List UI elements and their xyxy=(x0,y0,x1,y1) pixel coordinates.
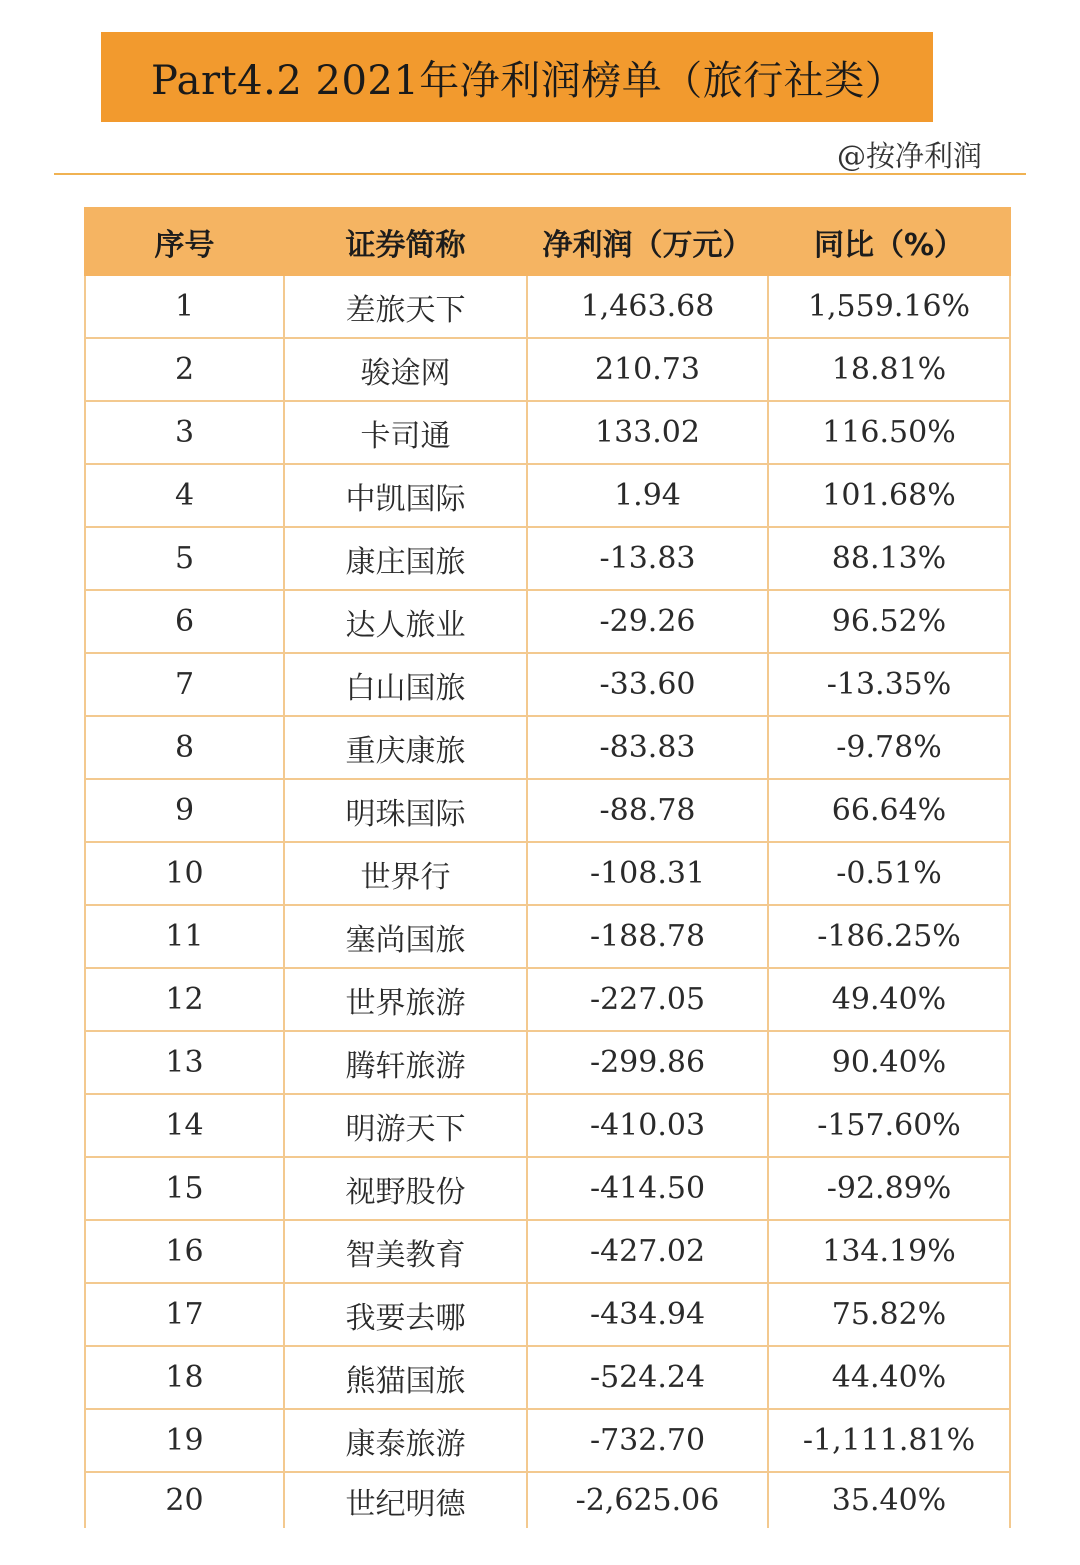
name-cell: 差旅天下 xyxy=(284,275,527,338)
table-row xyxy=(85,1346,1010,1409)
rank-cell: 15 xyxy=(85,1157,284,1220)
rank-cell: 7 xyxy=(85,653,284,716)
rank-cell: 4 xyxy=(85,464,284,527)
yoy-cell: -13.35% xyxy=(768,653,1010,716)
column-header-net-profit: 净利润（万元） xyxy=(527,208,768,275)
net-profit-cell: -29.26 xyxy=(527,590,768,653)
yoy-cell: 116.50% xyxy=(768,401,1010,464)
name-cell: 卡司通 xyxy=(284,401,527,464)
rank-cell: 3 xyxy=(85,401,284,464)
name-cell: 塞尚国旅 xyxy=(284,905,527,968)
title-banner xyxy=(101,32,933,122)
yoy-cell: -9.78% xyxy=(768,716,1010,779)
net-profit-cell: -83.83 xyxy=(527,716,768,779)
name-cell: 白山国旅 xyxy=(284,653,527,716)
table-row xyxy=(85,338,1010,401)
table-row xyxy=(85,275,1010,338)
net-profit-cell: -33.60 xyxy=(527,653,768,716)
name-cell: 世界行 xyxy=(284,842,527,905)
net-profit-cell: -434.94 xyxy=(527,1283,768,1346)
name-cell: 视野股份 xyxy=(284,1157,527,1220)
name-cell: 明游天下 xyxy=(284,1094,527,1157)
net-profit-cell: -299.86 xyxy=(527,1031,768,1094)
name-cell: 我要去哪 xyxy=(284,1283,527,1346)
rank-cell: 20 xyxy=(85,1472,284,1528)
page-title: Part4.2 2021年净利润榜单（旅行社类） xyxy=(151,57,906,104)
net-profit-cell: -427.02 xyxy=(527,1220,768,1283)
net-profit-cell: -732.70 xyxy=(527,1409,768,1472)
rank-cell: 6 xyxy=(85,590,284,653)
yoy-cell: 49.40% xyxy=(768,968,1010,1031)
yoy-cell: -186.25% xyxy=(768,905,1010,968)
name-cell: 中凯国际 xyxy=(284,464,527,527)
yoy-cell: -0.51% xyxy=(768,842,1010,905)
rank-cell: 18 xyxy=(85,1346,284,1409)
net-profit-cell: -227.05 xyxy=(527,968,768,1031)
name-cell: 重庆康旅 xyxy=(284,716,527,779)
rank-cell: 17 xyxy=(85,1283,284,1346)
rank-cell: 9 xyxy=(85,779,284,842)
table-header xyxy=(85,208,1010,275)
column-header-name: 证券简称 xyxy=(284,208,527,275)
table-row xyxy=(85,1472,1010,1528)
table-row xyxy=(85,1283,1010,1346)
yoy-cell: -92.89% xyxy=(768,1157,1010,1220)
rank-cell: 8 xyxy=(85,716,284,779)
sort-note: @按净利润 xyxy=(836,139,982,173)
net-profit-cell: -108.31 xyxy=(527,842,768,905)
name-cell: 康泰旅游 xyxy=(284,1409,527,1472)
rank-cell: 11 xyxy=(85,905,284,968)
yoy-cell: 96.52% xyxy=(768,590,1010,653)
table-row xyxy=(85,590,1010,653)
yoy-cell: 1,559.16% xyxy=(768,275,1010,338)
rank-cell: 10 xyxy=(85,842,284,905)
table-row xyxy=(85,527,1010,590)
table-row xyxy=(85,1094,1010,1157)
table-row xyxy=(85,653,1010,716)
net-profit-cell: -410.03 xyxy=(527,1094,768,1157)
yoy-cell: 35.40% xyxy=(768,1472,1010,1528)
table-row xyxy=(85,401,1010,464)
yoy-cell: 44.40% xyxy=(768,1346,1010,1409)
yoy-cell: 18.81% xyxy=(768,338,1010,401)
table-row xyxy=(85,779,1010,842)
net-profit-cell: -524.24 xyxy=(527,1346,768,1409)
table-row xyxy=(85,716,1010,779)
net-profit-cell: 1,463.68 xyxy=(527,275,768,338)
table-row xyxy=(85,464,1010,527)
table-body xyxy=(85,275,1010,1528)
net-profit-cell: -88.78 xyxy=(527,779,768,842)
yoy-cell: 88.13% xyxy=(768,527,1010,590)
name-cell: 康庄国旅 xyxy=(284,527,527,590)
table-row xyxy=(85,1157,1010,1220)
rank-cell: 14 xyxy=(85,1094,284,1157)
rank-cell: 1 xyxy=(85,275,284,338)
name-cell: 明珠国际 xyxy=(284,779,527,842)
net-profit-cell: -188.78 xyxy=(527,905,768,968)
name-cell: 世界旅游 xyxy=(284,968,527,1031)
rank-cell: 12 xyxy=(85,968,284,1031)
yoy-cell: 66.64% xyxy=(768,779,1010,842)
net-profit-cell: -2,625.06 xyxy=(527,1472,768,1528)
rank-cell: 16 xyxy=(85,1220,284,1283)
net-profit-cell: 133.02 xyxy=(527,401,768,464)
rank-cell: 13 xyxy=(85,1031,284,1094)
net-profit-cell: 210.73 xyxy=(527,338,768,401)
table-row xyxy=(85,968,1010,1031)
net-profit-cell: -13.83 xyxy=(527,527,768,590)
name-cell: 达人旅业 xyxy=(284,590,527,653)
table-row xyxy=(85,905,1010,968)
table-row xyxy=(85,842,1010,905)
rank-cell: 19 xyxy=(85,1409,284,1472)
header-row xyxy=(85,208,1010,275)
column-header-rank: 序号 xyxy=(85,208,284,275)
name-cell: 腾轩旅游 xyxy=(284,1031,527,1094)
net-profit-cell: -414.50 xyxy=(527,1157,768,1220)
name-cell: 骏途网 xyxy=(284,338,527,401)
rank-cell: 5 xyxy=(85,527,284,590)
yoy-cell: 101.68% xyxy=(768,464,1010,527)
yoy-cell: -157.60% xyxy=(768,1094,1010,1157)
yoy-cell: 90.40% xyxy=(768,1031,1010,1094)
rank-cell: 2 xyxy=(85,338,284,401)
net-profit-cell: 1.94 xyxy=(527,464,768,527)
name-cell: 智美教育 xyxy=(284,1220,527,1283)
table-row xyxy=(85,1220,1010,1283)
divider xyxy=(54,173,1026,175)
yoy-cell: 75.82% xyxy=(768,1283,1010,1346)
column-header-yoy: 同比（%） xyxy=(768,208,1010,275)
table-row xyxy=(85,1031,1010,1094)
ranking-table xyxy=(84,207,1011,1528)
yoy-cell: 134.19% xyxy=(768,1220,1010,1283)
yoy-cell: -1,111.81% xyxy=(768,1409,1010,1472)
table-row xyxy=(85,1409,1010,1472)
name-cell: 世纪明德 xyxy=(284,1472,527,1528)
name-cell: 熊猫国旅 xyxy=(284,1346,527,1409)
